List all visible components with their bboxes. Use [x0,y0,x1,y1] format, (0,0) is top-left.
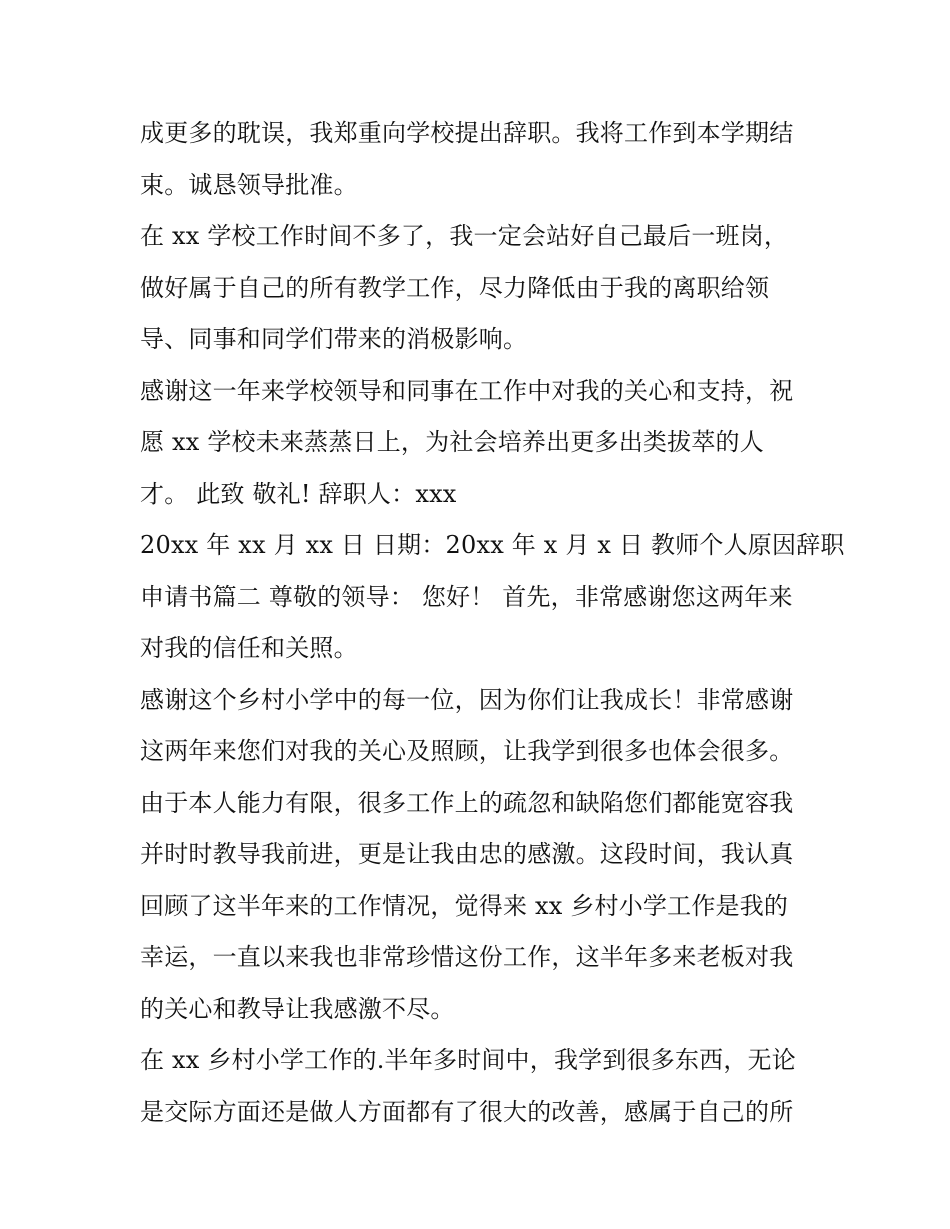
text-line: 感谢这一年来学校领导和同事在工作中对我的关心和支持，祝 [140,376,794,405]
text-line: 在 xx 学校工作时间不多了，我一定会站好自己最后一班岗， [140,222,789,250]
text-line: 回顾了这半年来的工作情况，觉得来 xx 乡村小学工作是我的 [140,891,789,920]
text-line: 的关心和教导让我感激不尽。 [140,994,455,1023]
text-line: 幸运，一直以来我也非常珍惜这份工作，这半年多来老板对我 [140,943,794,971]
text-line: 这两年来您们对我的关心及照顾，让我学到很多也体会很多。 [140,737,794,765]
text-line: 才。 此致 敬礼! 辞职人：xxx [140,479,457,508]
text-line: 并时时教导我前进，更是让我由忠的感激。这段时间，我认真 [140,840,794,868]
text-line: 导、同事和同学们带来的消极影响。 [140,325,528,353]
text-line: 由于本人能力有限，很多工作上的疏忽和缺陷您们都能宽容我 [140,788,794,817]
text-line: 做好属于自己的所有教学工作，尽力降低由于我的离职给领 [140,273,770,302]
text-line: 感谢这个乡村小学中的每一位，因为你们让我成长！非常感谢 [140,685,794,714]
text-line: 申请书篇二 尊敬的领导： 您好！ 首先，非常感谢您这两年来 [140,582,793,611]
document-body [140,108,845,1138]
text-line: 20xx 年 xx 月 xx 日 日期：20xx 年 x 月 x 日 教师个人原因辞职 [140,531,845,559]
text-line: 愿 xx 学校未来蒸蒸日上，为社会培养出更多出类拔萃的人 [140,428,764,456]
text-line: 成更多的耽误，我郑重向学校提出辞职。我将工作到本学期结 [140,119,794,147]
text-line: 对我的信任和关照。 [140,634,358,662]
text-line: 是交际方面还是做人方面都有了很大的改善，感属于自己的所 [140,1097,794,1126]
text-line: 束。诚恳领导批准。 [140,170,358,199]
text-line: 在 xx 乡村小学工作的.半年多时间中，我学到很多东西，无论 [140,1046,796,1074]
